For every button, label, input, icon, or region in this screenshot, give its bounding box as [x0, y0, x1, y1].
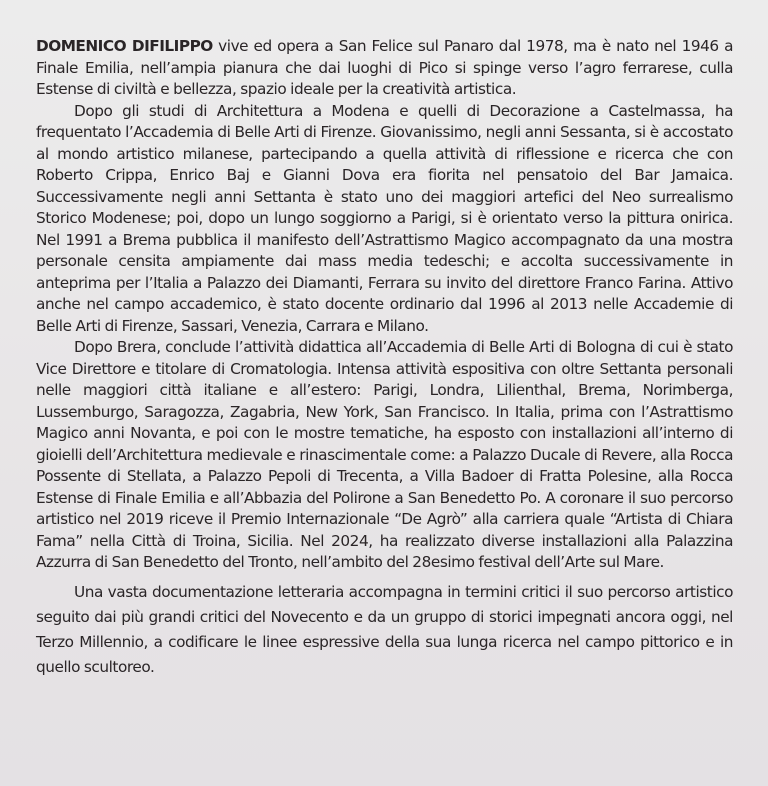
paragraph-education-career: Dopo gli studi di Architettura a Modena e quelli di Decorazione a Castelmassa, ha frequentato l’Accademia di Belle Arti di Firenze. Giovanissimo, negli anni Sessanta, si è accostato al mondo artistico milanese, partecipando a quella attività di riflessione e ricerca che con Roberto Crippa, Enrico Baj e Gianni Dova era fiorita nel pensatoio del Bar Jamaica. Successivamente negli anni Settanta è stato uno dei maggiori artefici del Neo surrealismo Storico Modenese; poi, dopo un lungo soggiorno a Parigi, si è orientato verso la pittura onirica. Nel 1991 a Brema pubblica il manifesto dell’Astrattismo Magico accompagnato da una mostra personale censita ampiamente dai mass media tedeschi; e accolta successivamente in anteprima per l’Italia a Palazzo dei Diamanti, Ferrara su invito del direttore Franco Farina. Attivo anche nel campo accademico, è stato docente ordinario dal 1996 al 2013 nelle Accademie di Belle Arti di Firenze, Sassari, Venezia, Carrara e Milano. — [36, 101, 733, 335]
paragraph-exhibitions: Dopo Brera, conclude l’attività didattica all’Accademia di Belle Arti di Bologna di cui è stato Vice Direttore e titolare di Cromatologia. Intensa attività espositiva con oltre Settanta personali nelle maggiori città italiane e all’estero: Parigi, Londra, Lilienthal, Brema, Norimberga, Lussemburgo, Saragozza, Zagabria, New York, San Francisco. In Italia, prima con l’Astrattismo Magico anni Novanta, e poi con le mostre tematiche, ha esposto con installazioni all’interno di gioielli dell’Architettura medievale e rinascimentale come: a Palazzo Ducale di Revere, alla Rocca Possente di Stellata, a Palazzo Pepoli di Trecenta, a Villa Badoer di Fratta Polesine, alla Rocca Estense di Finale Emilia e all’Abbazia del Polirone a San Benedetto Po. A coronare il suo percorso artistico nel 2019 riceve il Premio Internazionale “De Agrò” alla carriera quale “Artista di Chiara Fama” nella Città di Troina, Sicilia. Nel 2024, ha realizzato diverse installazioni alla Palazzina Azzurra di San Benedetto del Tronto, nell’ambito del 28esimo festival dell’Arte sul Mare. — [36, 338, 733, 571]
paragraph-intro — [36, 36, 733, 101]
paragraph-intro-text: vive ed opera a San Felice sul Panaro dal 1978, ma è nato nel 1946 a Finale Emilia, nell’ampia pianura che dai luoghi di Pico si spinge verso l’agro ferrarese, culla Estense di civiltà e bellezza, spazio ideale per la creatività artistica. — [36, 37, 733, 98]
paragraph-critical-documentation: Una vasta documentazione letteraria accompagna in termini critici il suo percorso artistico seguito dai più grandi critici del Novecento e da un gruppo di storici impegnati ancora oggi, nel Terzo Millennio, a codificare le linee espressive della sua lunga ricerca nel campo pittorico e in quello scultoreo. — [36, 582, 733, 676]
author-name: DOMENICO DIFILIPPO — [36, 37, 213, 55]
biography-document — [36, 36, 733, 680]
